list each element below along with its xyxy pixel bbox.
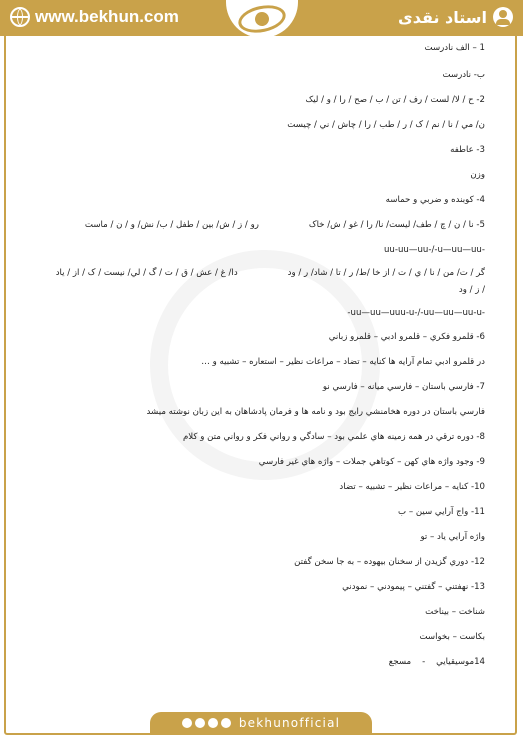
answer-line xyxy=(25,220,485,245)
user-icon xyxy=(493,7,513,27)
spacer xyxy=(238,268,288,285)
answer-line-part: رو / ز / ش/ بين / طفل / ب/ نش/ و / ن / ماست xyxy=(84,220,259,230)
logo-mark-icon xyxy=(236,1,288,36)
answer-list xyxy=(25,40,485,682)
spacer xyxy=(259,220,309,245)
answer-line-part: 5- نا / ن / چ / طف/ ليست/ نا/ را / غو / ش/ خاک xyxy=(308,220,485,230)
answer-line: 10- کنايه – مراعات نظير – تشبيه – تضاد xyxy=(339,482,485,492)
author-name: استاد نقدی xyxy=(398,7,487,27)
answer-line: فارسي باستان در دوره هخامنشي رايج بود و نامه ها و فرمان پادشاهان به اين زبان نوشته ميشد xyxy=(146,407,485,417)
answer-line: -uu—uu—uuu-u-/-uu—uu—uu-u- xyxy=(347,308,485,318)
youtube-icon[interactable] xyxy=(195,718,205,728)
instagram-icon[interactable] xyxy=(182,718,192,728)
social-icons xyxy=(182,718,234,728)
aparat-icon[interactable] xyxy=(221,718,231,728)
answer-line: واژه آرايي ياد – تو xyxy=(420,532,485,542)
answer-line: 3- عاطفه xyxy=(450,145,485,155)
answer-line: ن/ مي / نا / نم / ک / ر / طب / را / چاش / ني / چيست xyxy=(287,120,485,130)
answer-line: 9- وجود واژه هاي کهن – کوتاهي جملات – واژه هاي غير فارسي xyxy=(258,457,485,467)
answer-line-part: گر / ت/ من / نا / ي / ت / از خا /ط/ ر / تا / شاد/ ر / ود xyxy=(287,268,485,278)
site-url: www.bekhun.com xyxy=(35,7,179,26)
answer-line: / ز / ود xyxy=(458,285,485,295)
answer-line: -uu-uu—uu-/-u—uu—uu xyxy=(383,245,485,255)
answer-line: 14موسيقيايي - مسجع xyxy=(388,657,485,667)
social-handle[interactable]: bekhunofficial xyxy=(238,716,341,730)
answer-line: 4- کوبنده و ضربي و حماسه xyxy=(385,195,485,205)
telegram-icon[interactable] xyxy=(208,718,218,728)
answer-line: 12- دوري گزيدن از سخنان بيهوده – به جا سخن گفتن xyxy=(294,557,485,567)
answer-line: ب- نادرست xyxy=(442,70,485,80)
answer-line: 2- ح / لا/ لست / رف / تن / ب / صح / را / و / ليک xyxy=(305,95,485,105)
footer-bar xyxy=(150,712,372,734)
answer-line: بکاست – بخواست xyxy=(419,632,485,642)
answer-line: 7- فارسي باستان – فارسي ميانه – فارسي نو xyxy=(322,382,485,392)
answer-line: وزن xyxy=(470,170,485,180)
answer-line-part: دا/ غ / عش / ق / ت / گ / لي/ نيست / ک / از / ياد xyxy=(55,268,238,278)
answer-line: 11- واج آرايي سين – ب xyxy=(398,507,485,517)
globe-icon xyxy=(10,7,30,27)
author-name-block xyxy=(398,7,513,27)
answer-line: 6- قلمرو فکري – قلمرو ادبي – قلمرو زباني xyxy=(328,332,485,342)
answer-line: 8- دوره ترقي در همه زمينه هاي علمي بود – سادگي و رواني فکر و رواني متن و کلام xyxy=(182,432,485,442)
answer-line: در قلمرو ادبي تمام آرايه ها کنايه – تضاد – مراعات نظير – استعاره – تشبيه و … xyxy=(201,357,485,367)
site-link[interactable] xyxy=(10,7,179,27)
answer-line: 13- نهفتني – گفتني – پيمودني – نمودني xyxy=(342,582,485,592)
answer-line xyxy=(25,268,485,285)
answer-line: 1 – الف نادرست xyxy=(424,43,485,53)
answer-line: شناخت – بيناخت xyxy=(425,607,485,617)
